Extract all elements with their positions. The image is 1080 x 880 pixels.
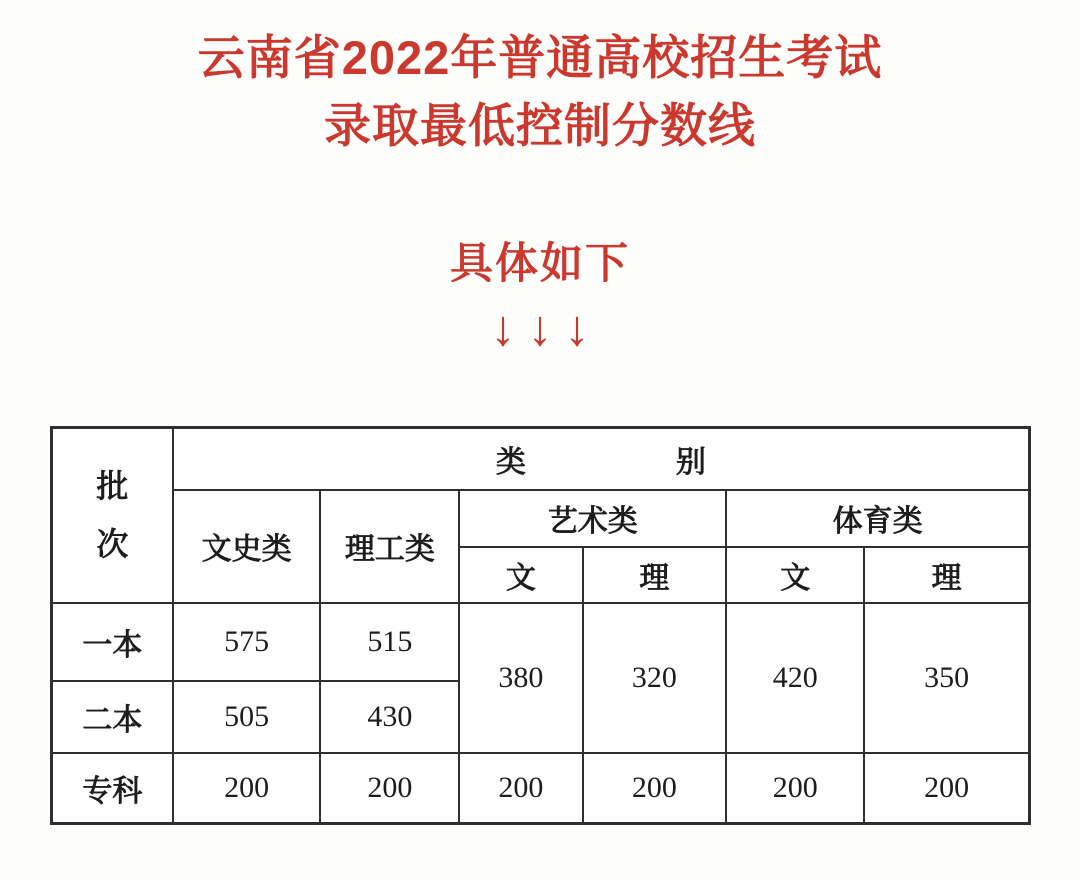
score-yiben-ligong: 515 bbox=[320, 603, 459, 681]
score-zhuanke-wenshi: 200 bbox=[173, 753, 321, 824]
col-header-art-wen: 文 bbox=[459, 547, 582, 603]
col-header-sport-wen: 文 bbox=[726, 547, 864, 603]
col-header-art-li: 理 bbox=[583, 547, 727, 603]
corner-header-batch bbox=[52, 428, 173, 603]
batch-header-char-top: 批 bbox=[96, 468, 129, 505]
row-label-zhuanke: 专科 bbox=[52, 753, 173, 824]
score-zhuanke-art-li: 200 bbox=[583, 753, 727, 824]
score-yiben-wenshi: 575 bbox=[173, 603, 321, 681]
title-line-1: 云南省2022年普通高校招生考试 bbox=[197, 31, 883, 84]
score-merged-sport-wen: 420 bbox=[726, 603, 864, 753]
score-merged-sport-li: 350 bbox=[864, 603, 1029, 753]
col-header-sport-li: 理 bbox=[864, 547, 1029, 603]
col-header-sport: 体育类 bbox=[726, 490, 1029, 547]
score-zhuanke-sport-li: 200 bbox=[864, 753, 1029, 824]
score-merged-art-wen: 380 bbox=[459, 603, 582, 753]
subtitle-text: 具体如下 bbox=[450, 240, 630, 288]
category-header-label: 类别 bbox=[495, 445, 856, 479]
batch-header-char-bottom: 次 bbox=[96, 526, 129, 563]
category-header-cell bbox=[173, 428, 1030, 490]
score-erben-wenshi: 505 bbox=[173, 681, 321, 753]
down-arrows-icon bbox=[0, 300, 1080, 356]
score-erben-ligong: 430 bbox=[320, 681, 459, 753]
title-block bbox=[0, 0, 1080, 160]
batch-header-stack bbox=[53, 468, 172, 563]
row-label-erben: 二本 bbox=[52, 681, 173, 753]
score-zhuanke-ligong: 200 bbox=[320, 753, 459, 824]
table-row-yiben bbox=[52, 603, 1030, 681]
score-table bbox=[50, 426, 1031, 825]
table-row-zhuanke bbox=[52, 753, 1030, 824]
row-label-yiben: 一本 bbox=[52, 603, 173, 681]
col-header-wenshi: 文史类 bbox=[173, 490, 321, 603]
col-header-ligong: 理工类 bbox=[320, 490, 459, 603]
score-zhuanke-sport-wen: 200 bbox=[726, 753, 864, 824]
down-arrows-glyphs: ↓↓↓ bbox=[490, 300, 602, 356]
score-merged-art-li: 320 bbox=[583, 603, 727, 753]
score-zhuanke-art-wen: 200 bbox=[459, 753, 582, 824]
col-header-art: 艺术类 bbox=[459, 490, 726, 547]
title-line-2: 录取最低控制分数线 bbox=[324, 99, 756, 152]
